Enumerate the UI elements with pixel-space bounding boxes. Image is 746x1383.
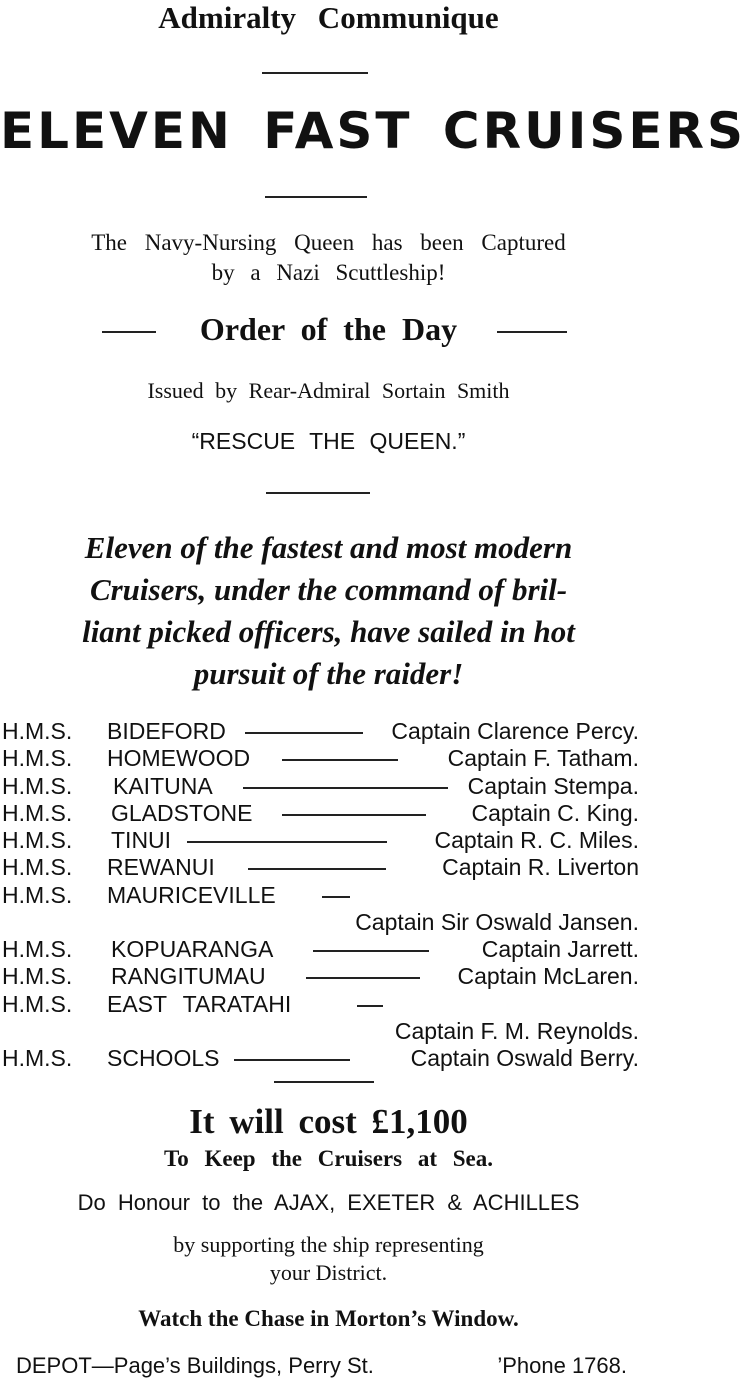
captain-name: Captain Jarrett. [481,936,639,962]
headline: ELEVEN FAST CRUISERS [0,102,746,160]
leader-line [282,759,398,761]
ship-row [0,961,657,991]
captain-continuation [0,907,657,937]
hms-prefix: H.M.S. [2,800,73,826]
hms-prefix: H.M.S. [2,773,73,799]
leader-line [313,950,429,952]
ship-name: SCHOOLS [107,1045,220,1071]
lead-line-2: Cruisers, under the command of bril- [89,572,568,607]
issued-by: Issued by Rear-Admiral Sortain Smith [147,378,510,403]
leader-line [187,841,387,843]
hms-prefix: H.M.S. [2,1045,73,1071]
captain-name: Captain C. King. [471,800,639,826]
ship-name: RANGITUMAU [111,963,266,989]
ship-name: GLADSTONE [111,800,253,826]
captain-name: Captain Sir Oswald Jansen. [355,909,639,935]
captain-continuation [0,1016,657,1046]
captain-name: Captain McLaren. [457,963,639,989]
source-heading: Admiralty Communique [158,0,499,35]
divider-4 [274,1081,374,1083]
order-dash-right [497,331,567,333]
lead-line-1: Eleven of the fastest and most modern [84,530,573,565]
hms-prefix: H.M.S. [2,745,73,771]
ship-name: TINUI [111,827,172,853]
leader-line [322,896,350,898]
ship-row [0,852,657,882]
depot-phone: ’Phone 1768. [497,1353,627,1378]
ship-name: HOMEWOOD [107,745,251,771]
support-line-1: by supporting the ship representing [173,1232,484,1257]
ship-name: KAITUNA [113,773,213,799]
leader-line [248,868,386,870]
slogan: “RESCUE THE QUEEN.” [191,428,466,454]
depot-line [0,1350,657,1382]
ship-row [0,798,657,828]
leader-line [245,732,363,734]
captain-name: Captain F. M. Reynolds. [394,1018,639,1044]
divider-2 [265,196,367,198]
captain-name: Captain Stempa. [467,773,639,799]
captain-name: Captain R. Liverton [442,854,639,880]
captain-name: Captain Oswald Berry. [410,1045,639,1071]
order-heading: Order of the Day [199,311,458,347]
support-line-2: your District. [269,1260,388,1285]
ship-row [0,743,657,773]
ship-name: EAST TARATAHI [107,991,292,1017]
leader-line [234,1059,350,1061]
leader-line [357,1005,383,1007]
lead-line-4: pursuit of the raider! [193,656,464,691]
cost-heading: It will cost £1,100 [189,1102,468,1141]
hms-prefix: H.M.S. [2,882,73,908]
lead-line-3: liant picked officers, have sailed in hot [82,614,575,649]
hms-prefix: H.M.S. [2,854,73,880]
divider-3 [266,492,370,494]
captain-name: Captain F. Tatham. [447,745,639,771]
hms-prefix: H.M.S. [2,718,73,744]
ship-row [0,934,657,964]
depot-address: DEPOT—Page’s Buildings, Perry St. [16,1353,374,1378]
ship-name: BIDEFORD [107,718,226,744]
intro-line-2: by a Nazi Scuttleship! [211,260,446,285]
captain-name: Captain R. C. Miles. [434,827,639,853]
ship-name: MAURICEVILLE [107,882,276,908]
ship-row [0,771,657,801]
purpose-line: To Keep the Cruisers at Sea. [164,1146,493,1171]
leader-line [306,977,420,979]
ship-row [0,1043,657,1073]
honour-line: Do Honour to the AJAX, EXETER & ACHILLES [77,1190,580,1215]
ship-name: KOPUARANGA [111,936,274,962]
hms-prefix: H.M.S. [2,991,73,1017]
hms-prefix: H.M.S. [2,936,73,962]
ship-row [0,716,657,746]
divider-1 [262,72,368,74]
intro-line-1: The Navy-Nursing Queen has been Captured [91,230,566,255]
ship-name: REWANUI [107,854,215,880]
ship-row [0,880,657,910]
captain-name: Captain Clarence Percy. [391,718,639,744]
ship-row [0,989,657,1019]
hms-prefix: H.M.S. [2,827,73,853]
watch-line: Watch the Chase in Morton’s Window. [138,1306,519,1331]
leader-line [243,787,448,789]
hms-prefix: H.M.S. [2,963,73,989]
ship-row [0,825,657,855]
leader-line [282,814,426,816]
